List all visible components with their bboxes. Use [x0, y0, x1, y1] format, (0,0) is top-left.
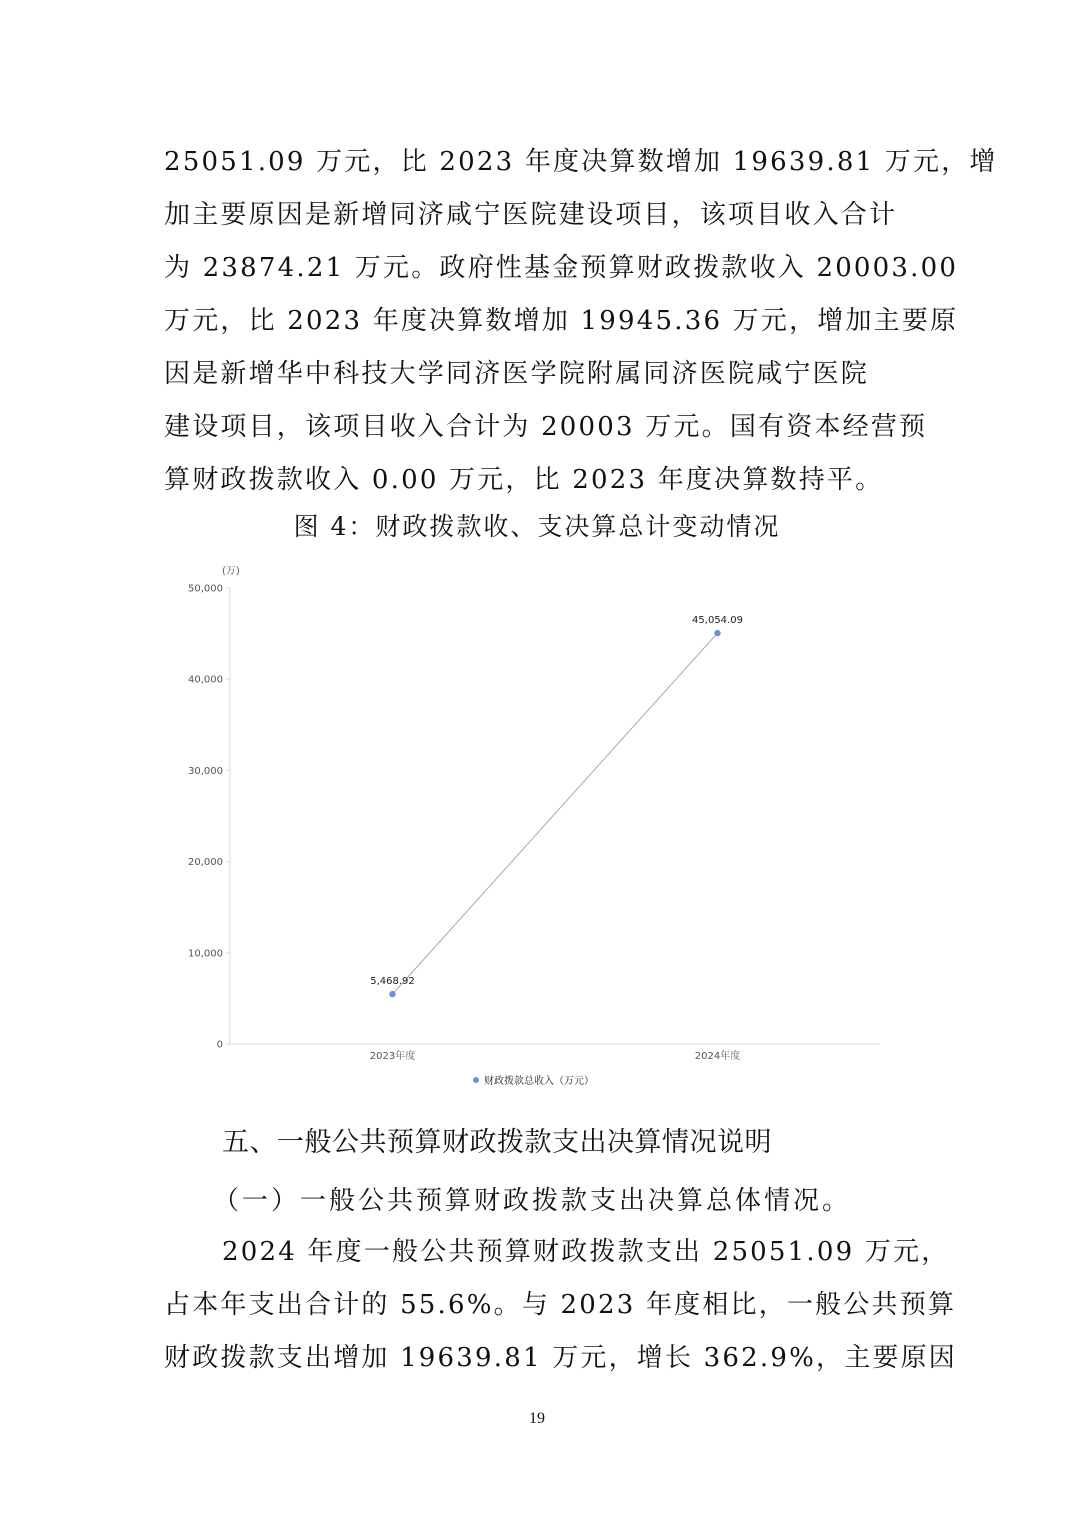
data-point: [389, 991, 395, 997]
y-tick-label: 50,000: [188, 583, 223, 595]
legend-label: 财政拨款总收入（万元）: [484, 1076, 594, 1087]
text-line: 因是新增华中科技大学同济医学院附属同济医院咸宁医院: [164, 359, 870, 389]
text-line: 财政拨款支出增加 19639.81 万元，增长 362.9%，主要原因: [164, 1343, 957, 1373]
y-tick-label: 20,000: [188, 857, 223, 869]
text-line: 25051.09 万元，比 2023 年度决算数增加 19639.81 万元，增: [164, 147, 998, 177]
legend-marker-icon: [473, 1077, 479, 1083]
series-path: [393, 633, 718, 994]
figure-caption: 图 4：财政拨款收、支决算总计变动情况: [293, 512, 781, 541]
body-paragraph-bottom: [164, 1226, 957, 1385]
text-line: 为 23874.21 万元。政府性基金预算财政拨款收入 20003.00: [164, 253, 959, 283]
x-tick-label: 2023年度: [369, 1051, 416, 1062]
page-number: 19: [529, 1410, 545, 1427]
body-paragraph-top: [164, 136, 998, 507]
section-heading: 五、一般公共预算财政拨款支出决算情况说明: [222, 1127, 772, 1158]
y-unit-label: (万): [222, 566, 240, 577]
text-line: 算财政拨款收入 0.00 万元，比 2023 年度决算数持平。: [164, 465, 884, 495]
y-tick-label: 0: [216, 1039, 223, 1051]
data-point: [714, 630, 720, 636]
legend: [473, 1074, 594, 1087]
y-tick-label: 40,000: [188, 674, 223, 686]
subsection-heading: （一）一般公共预算财政拨款支出决算总体情况。: [213, 1186, 852, 1216]
data-label: 5,468.92: [370, 976, 415, 988]
text-line: 占本年支出合计的 55.6%。与 2023 年度相比，一般公共预算: [164, 1290, 957, 1320]
x-axis: [230, 1044, 880, 1062]
text-line: 加主要原因是新增同济咸宁医院建设项目，该项目收入合计: [164, 200, 898, 230]
text-line: 建设项目，该项目收入合计为 20003 万元。国有资本经营预: [164, 412, 928, 442]
chart-canvas: [170, 558, 890, 1098]
y-tick-label: 30,000: [188, 765, 223, 777]
y-axis: [188, 584, 230, 1051]
line-chart: [170, 558, 890, 1098]
series-line: [370, 615, 743, 997]
x-tick-label: 2024年度: [694, 1051, 741, 1062]
text-line: 万元，比 2023 年度决算数增加 19945.36 万元，增加主要原: [164, 306, 959, 336]
data-label: 45,054.09: [692, 615, 743, 627]
text-line: 2024 年度一般公共预算财政拨款支出 25051.09 万元，: [222, 1237, 950, 1267]
y-tick-label: 10,000: [188, 948, 223, 960]
